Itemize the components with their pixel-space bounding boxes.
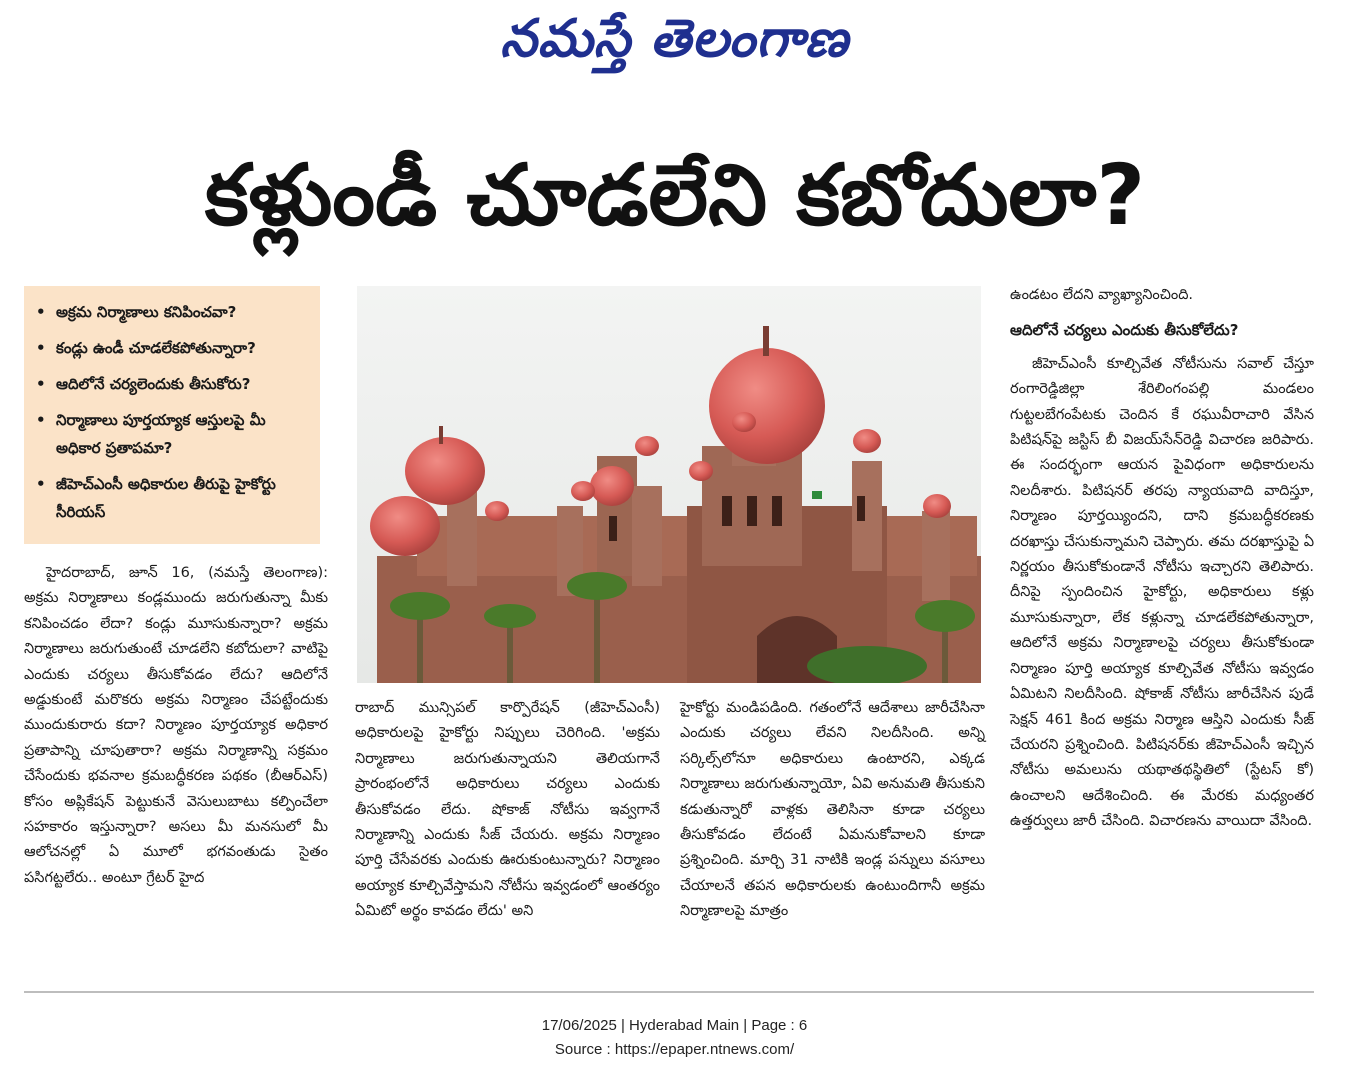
footer-divider <box>24 991 1314 993</box>
highlight-text: ఆదిలోనే చర్యలెందుకు తీసుకోరు? <box>56 375 251 393</box>
highlight-text: నిర్మాణాలు పూర్తయ్యాక ఆస్తులపై మీ అధికార ప్రతాపమా? <box>56 411 266 457</box>
footer-source[interactable]: Source : https://epaper.ntnews.com/ <box>554 1041 795 1058</box>
article-paragraph: రాబాద్ మున్సిపల్ కార్పొరేషన్ (జీహెచ్ఎంసీ) అధికారులపై హైకోర్టు నిప్పులు చెరిగింది. 'అక్రమ నిర్మాణాలు జరుగుతున్నాయని తెలియగానే ప్రారంభంలోనే అధికారులు చర్యలు ఎందుకు తీసుకోవడం లేదు. షోకాజ్ నోటీసు ఇవ్వగానే నిర్మాణాన్ని ఎందుకు సీజ్ చేయరు. అక్రమ నిర్మాణం పూర్తి చేసేవరకు ఎందుకు ఊరుకుంటున్నారు? నిర్మాణం అయ్యాక కూల్చివేస్తామని నోటీసు ఇవ్వడంలో ఆంతర్యం ఏమిటో అర్థం కావడం లేదు' అని <box>355 700 660 920</box>
article-headline: కళ్లుండీ చూడలేని కబోదులా? <box>204 146 1146 244</box>
bullet-icon: • <box>36 303 46 321</box>
article-paragraph: హైదరాబాద్, జూన్ 16, (నమస్తే తెలంగాణ): అక్రమ నిర్మాణాలు కండ్లముందు జరుగుతున్నా మీకు కనిపించడం లేదా? కండ్లు మూసుకున్నారా? అక్రమ నిర్మాణాలు జరుగుతుంటే చూడలేని కబోదులా? వాటిపై ఎందుకు చర్యలు తీసుకోవడం లేదు? ఆదిలోనే అడ్డుకుంటే మరొకరు అక్రమ నిర్మాణం చేపట్టేందుకు ముందుకురారు కదా? నిర్మాణం పూర్తయ్యాక అధికార ప్రతాపాన్ని చూపుతారా? అక్రమ నిర్మాణాన్ని సక్రమం చేసేందుకు భవనాల క్రమబద్ధీకరణ పథకం (బీఆర్ఎస్) కోసం అప్లికేషన్ పెట్టుకునే వెసులుబాటు కల్పించేలా సహకారం ఇస్తున్నారా? అసలు మీ మనసులో మీ ఆలోచనల్లో ఏ మూలో భగవంతుడు సైతం పసిగట్టలేరు.. అంటూ గ్రేటర్ హైద <box>24 565 328 886</box>
bullet-icon: • <box>36 339 46 357</box>
newspaper-masthead: నమస్తే తెలంగాణ <box>500 8 849 69</box>
highlights-box <box>24 286 320 544</box>
highlights-list <box>36 298 310 526</box>
bullet-icon: • <box>36 475 46 493</box>
highlight-item <box>36 406 310 462</box>
footer-dateline: 17/06/2025 | Hyderabad Main | Page : 6 <box>541 1017 808 1034</box>
bullet-icon: • <box>36 411 46 429</box>
article-subheading: ఆదిలోనే చర్యలు ఎందుకు తీసుకోలేదు? <box>1010 321 1239 340</box>
highlight-item <box>36 298 310 326</box>
article-paragraph: ఉండటం లేదని వ్యాఖ్యానించింది. <box>1010 287 1194 303</box>
article-column-4 <box>1010 283 1314 973</box>
article-column-1 <box>24 561 328 971</box>
highlight-item <box>36 334 310 362</box>
highlight-text: జీహెచ్ఎంసీ అధికారుల తీరుపై హైకోర్టు సీరియస్ <box>56 475 276 521</box>
highlight-item <box>36 470 310 526</box>
highlight-text: అక్రమ నిర్మాణాలు కనిపించవా? <box>56 303 237 321</box>
bullet-icon: • <box>36 375 46 393</box>
high-court-photo <box>357 286 981 683</box>
article-paragraph: హైకోర్టు మండిపడింది. గతంలోనే ఆదేశాలు జారీచేసినా ఎందుకు చర్యలు లేవని నిలదీసింది. అన్ని సర్కిల్స్‌లోనూ అధికారులు ఉంటారని, ఎక్కడ నిర్మాణాలు జరుగుతున్నాయో, ఏవి అనుమతి తీసుకుని కడుతున్నారో వాళ్లకు తెలిసినా కూడా చర్యలు తీసుకోవడం లేదంటే ఏమనుకోవాలని కూడా ప్రశ్నించింది. మార్చి 31 నాటికి ఇండ్ల పన్నులు వసూలు చేయాలనే తపన అధికారులకు ఉంటుందిగానీ అక్రమ నిర్మాణాలపై మాత్రం <box>680 700 985 920</box>
article-paragraph: జీహెచ్ఎంసీ కూల్చివేత నోటీసును సవాల్ చేస్తూ రంగారెడ్డిజిల్లా శేరిలింగంపల్లి మండలం గుట్టలబేగంపేటకు చెందిన కే రఘువీరాచారి వేసిన పిటిషన్‌పై జస్టిస్ బీ విజయ్‌సేన్‌రెడ్డి విచారణ జరిపారు. ఈ సందర్భంగా ఆయన పైవిధంగా అధికారులను నిలదీశారు. పిటిషనర్ తరపు న్యాయవాది వాదిస్తూ, నిర్మాణం పూర్తయ్యిందని, దాని క్రమబద్ధీకరణకు దరఖాస్తు చేసుకున్నామని చెప్పారు. తమ దరఖాస్తుపై ఏ నిర్ణయం తీసుకోకుండానే నోటీసు ఇచ్చారని తెలిపారు. దీనిపై స్పందించిన హైకోర్టు, అధికారులు కళ్లు మూసుకున్నారా, లేక కళ్లున్నా చూడలేకపోతున్నారా, ఆదిలోనే అక్రమ నిర్మాణాలపై చర్యలు తీసుకోకుండా నిర్మాణం పూర్తి అయ్యాక కూల్చివేత నోటీసు ఇవ్వడం ఏమిటని నిలదీసింది. షోకాజ్ నోటీసు జారీచేసిన పుడే సెక్షన్ 461 కింద అక్రమ నిర్మాణ ఆస్తిని ఎందుకు సీజ్ చేయరని ప్రశ్నించింది. పిటిషనర్‌కు జీహెచ్ఎంసీ ఇచ్చిన నోటీసు అమలును యథాతథస్థితిలో (స్టేటస్ కో) ఉంచాలని ఆదేశించింది. ఈ మేరకు మధ్యంతర ఉత్తర్వులు జారీ చేసింది. విచారణను వాయిదా వేసింది. <box>1010 355 1314 830</box>
article-column-2 <box>355 696 660 971</box>
article-column-3 <box>680 696 985 971</box>
highlight-text: కండ్లు ఉండీ చూడలేకపోతున్నారా? <box>56 339 256 357</box>
highlight-item <box>36 370 310 398</box>
